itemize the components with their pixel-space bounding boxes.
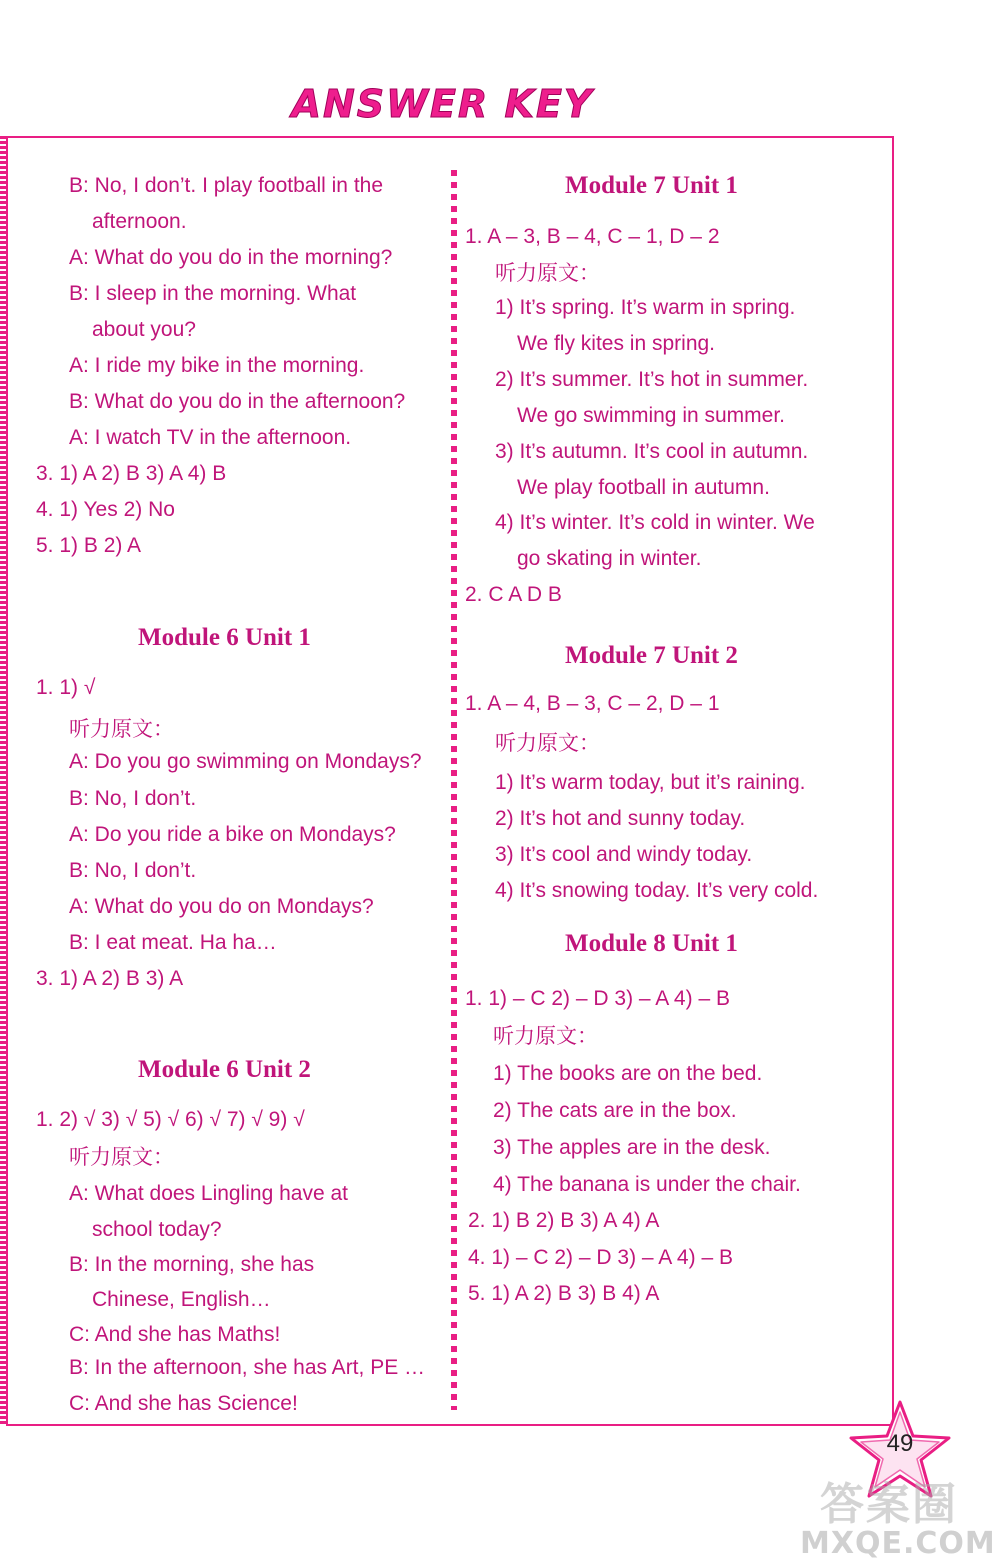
text-line: 2) It’s hot and sunny today. — [495, 807, 746, 830]
text-line: 3) The apples are in the desk. — [493, 1136, 771, 1159]
page-number: 49 — [886, 1430, 914, 1457]
section-heading: Module 7 Unit 1 — [565, 172, 738, 199]
text-line: 1) It’s spring. It’s warm in spring. — [495, 296, 796, 319]
transcript-label: 听力原文： — [69, 718, 174, 741]
text-line: C: And she has Science! — [69, 1392, 298, 1415]
transcript-label: 听力原文： — [495, 262, 600, 285]
answer-line: 2. 1) B 2) B 3) A 4) A — [468, 1209, 660, 1232]
text-line: Chinese, English… — [92, 1288, 271, 1311]
section-heading: Module 6 Unit 1 — [138, 624, 311, 651]
answer-line: 1. 1) √ — [36, 676, 96, 699]
transcript-label: 听力原文： — [495, 732, 600, 755]
text-line: 3) It’s cool and windy today. — [495, 843, 753, 866]
section-heading: Module 7 Unit 2 — [565, 642, 738, 669]
answer-line: 5. 1) A 2) B 3) B 4) A — [468, 1282, 660, 1305]
text-line: A: Do you ride a bike on Mondays? — [69, 823, 396, 846]
text-line: B: No, I don’t. — [69, 787, 197, 810]
text-line: afternoon. — [92, 210, 187, 233]
text-line: B: I sleep in the morning. What — [69, 282, 357, 305]
transcript-label: 听力原文： — [69, 1146, 174, 1169]
text-line: 4) The banana is under the chair. — [493, 1173, 801, 1196]
text-line: B: No, I don’t. I play football in the — [69, 174, 384, 197]
transcript-label: 听力原文： — [493, 1025, 598, 1048]
text-line: A: Do you go swimming on Mondays? — [69, 750, 422, 773]
watermark-logo: 答案圈 — [820, 1479, 958, 1530]
column-divider — [451, 170, 457, 1410]
text-line: about you? — [92, 318, 196, 341]
answer-line: 4. 1) Yes 2) No — [36, 498, 175, 521]
text-line: go skating in winter. — [517, 547, 702, 570]
text-line: 1) It’s warm today, but it’s raining. — [495, 771, 806, 794]
text-line: A: What does Lingling have at — [69, 1182, 349, 1205]
text-line: 2) It’s summer. It’s hot in summer. — [495, 368, 809, 391]
text-line: A: I watch TV in the afternoon. — [69, 426, 352, 449]
answer-line: 3. 1) A 2) B 3) A 4) B — [36, 462, 227, 485]
text-line: 4) It’s snowing today. It’s very cold. — [495, 879, 819, 902]
text-line: B: I eat meat. Ha ha… — [69, 931, 277, 954]
section-heading: Module 8 Unit 1 — [565, 930, 738, 957]
text-line: C: And she has Maths! — [69, 1323, 281, 1346]
page-title: ANSWER KEY — [291, 82, 594, 126]
watermark — [800, 1468, 995, 1563]
answer-line: 1. 2) √ 3) √ 5) √ 6) √ 7) √ 9) √ — [36, 1108, 305, 1131]
text-line: 3) It’s autumn. It’s cool in autumn. — [495, 440, 809, 463]
text-line: 4) It’s winter. It’s cold in winter. We — [495, 511, 815, 534]
text-line: We play football in autumn. — [517, 476, 770, 499]
answer-line: 1. A – 3, B – 4, C – 1, D – 2 — [465, 225, 720, 248]
text-line: B: In the morning, she has — [69, 1253, 315, 1276]
watermark-url: MXQE.COM — [800, 1526, 996, 1561]
answer-line: 5. 1) B 2) A — [36, 534, 142, 557]
text-line: A: What do you do on Mondays? — [69, 895, 374, 918]
text-line: A: What do you do in the morning? — [69, 246, 393, 269]
answer-line: 2. C A D B — [465, 583, 562, 606]
text-line: 1) The books are on the bed. — [493, 1062, 763, 1085]
text-line: B: In the afternoon, she has Art, PE … — [69, 1356, 426, 1379]
text-line: A: I ride my bike in the morning. — [69, 354, 365, 377]
answer-line: 3. 1) A 2) B 3) A — [36, 967, 184, 990]
text-line: We fly kites in spring. — [517, 332, 716, 355]
text-line: B: What do you do in the afternoon? — [69, 390, 406, 413]
answer-line: 4. 1) – C 2) – D 3) – A 4) – B — [468, 1246, 733, 1269]
text-line: 2) The cats are in the box. — [493, 1099, 737, 1122]
answer-line: 1. A – 4, B – 3, C – 2, D – 1 — [465, 692, 720, 715]
text-line: B: No, I don’t. — [69, 859, 197, 882]
section-heading: Module 6 Unit 2 — [138, 1056, 311, 1083]
text-line: school today? — [92, 1218, 222, 1241]
answer-line: 1. 1) – C 2) – D 3) – A 4) – B — [465, 987, 730, 1010]
text-line: We go swimming in summer. — [517, 404, 786, 427]
